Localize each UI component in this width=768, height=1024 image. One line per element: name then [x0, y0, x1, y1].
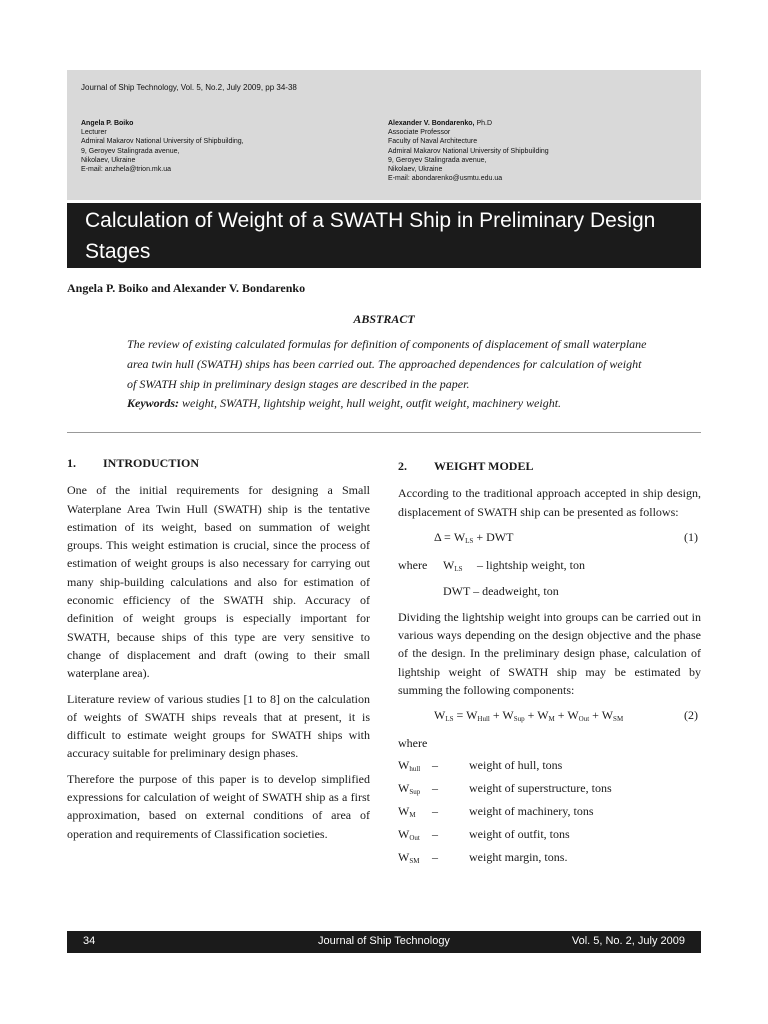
- journal-citation: Journal of Ship Technology, Vol. 5, No.2, July 2009, pp 34-38: [81, 83, 297, 92]
- keywords-list: weight, SWATH, lightship weight, hull weight, outfit weight, machinery weight.: [179, 396, 562, 410]
- variable-definition: where $W_{LS}$ – lightship weight, ton: [398, 557, 585, 573]
- equation-2: [398, 706, 701, 726]
- paper-title: Calculation of Weight of a SWATH Ship in Preliminary Design Stages: [67, 203, 701, 268]
- section-title: INTRODUCTION: [103, 456, 200, 470]
- author1-line: Nikolaev, Ukraine: [81, 156, 136, 164]
- author2-line: Nikolaev, Ukraine: [388, 166, 443, 174]
- equation-term: W: [434, 708, 446, 723]
- abstract-heading: ABSTRACT: [353, 312, 415, 326]
- equation-term: W: [601, 708, 614, 723]
- equation-2-formula: $W_{LS} = W_{Hull} + W_{Sup} + W_M + W_{Out} + W_{SM}$: [434, 708, 624, 724]
- right-column: [398, 457, 701, 871]
- component-definition: $W_{SM}$ – weight margin, tons.: [398, 850, 568, 866]
- section-divider: [67, 432, 701, 433]
- header-box: [67, 70, 701, 200]
- abstract-text: The review of existing calculated formulas for definition of components of displacement of small waterplane area twin hull (SWATH) ships has been carried out. The approached dependences for calculation of weight of SWATH ship in preliminary design stages are described in the paper.: [127, 337, 647, 391]
- author2-line: Associate Professor: [388, 129, 451, 137]
- section-number: 1.: [67, 456, 76, 470]
- intro-paragraph: Literature review of various studies [1 to 8] on the calculation of weights of SWATH ships reveals that at present, it is difficult to estimate weight groups for SWATH ships with accuracy suitable for preliminary design phases.: [67, 691, 370, 761]
- author2-line: Faculty of Naval Architecture: [388, 138, 478, 146]
- where-label: where: [398, 736, 428, 751]
- author2-degree: Ph.D: [474, 120, 493, 127]
- weight-model-paragraph: Dividing the lightship weight into groups can be carried out in various ways depending on the design objective and the phase of the design. In the preliminary design phase, calculation of lightship weight of SWATH ship may be estimated by summing the following components:: [398, 609, 701, 698]
- author2-email: E-mail: abondarenko@usmtu.edu.ua: [388, 175, 503, 183]
- equation-1-formula: $\Delta = W_{LS}$ + DWT: [434, 529, 514, 545]
- equation-number: (1): [684, 529, 698, 544]
- author1-line: Admiral Makarov National University of Shipbuilding,: [81, 138, 244, 146]
- author1-affiliation: [81, 119, 381, 174]
- author1-line: Lecturer: [81, 129, 107, 137]
- component-definition: $W_{hull}$ – weight of hull, tons: [398, 758, 563, 774]
- equation-number: (2): [684, 708, 698, 723]
- page-number: 34: [83, 935, 96, 947]
- section-number: 2.: [398, 459, 407, 473]
- intro-paragraph: Therefore the purpose of this paper is to develop simplified expressions for calculation of weight of SWATH ship as a first approximation, based on external conditions of area of operation and requirements of Classification societies.: [67, 771, 370, 841]
- author2-line: 9, Geroyev Stalingrada avenue,: [388, 156, 487, 164]
- author1-name: Angela P. Boiko: [81, 120, 134, 127]
- footer-journal-name: Journal of Ship Technology: [318, 935, 450, 947]
- component-definition: $W_{Sup}$ – weight of superstructure, tons: [398, 781, 612, 797]
- keywords-label: Keywords:: [127, 396, 179, 410]
- equation-term: W: [537, 708, 549, 723]
- equation-term: W: [502, 708, 514, 723]
- intro-paragraph: One of the initial requirements for designing a Small Waterplane Area Twin Hull (SWATH) ship is the tentative estimation of its weight, based on summation of weight groups. This weight estimation is crucial, since the process of estimation of weight groups is also necessary for carrying out many ship-building calculations and also for estimation of economic efficiency of the SWATH ship. Accuracy of definition of weight groups is especially important for SWATH, because ships of this type are very sensitive to change of displacement and draft (owing to their small waterplane area).: [67, 483, 370, 681]
- component-definition: $W_M$ – weight of machinery, tons: [398, 804, 594, 820]
- equation-term: W: [466, 708, 478, 723]
- section-heading-weight-model: [398, 457, 701, 475]
- author1-line: 9, Geroyev Stalingrada avenue,: [81, 147, 180, 155]
- author2-affiliation: [388, 119, 688, 183]
- byline: Angela P. Boiko and Alexander V. Bondarenko: [67, 281, 306, 295]
- equation-term: W: [567, 708, 579, 723]
- left-column: [67, 454, 370, 850]
- section-heading-introduction: [67, 454, 370, 472]
- equation-1: [398, 528, 701, 548]
- author2-line: Admiral Makarov National University of Shipbuilding: [388, 147, 549, 155]
- page-footer: [67, 931, 701, 953]
- author1-email: E-mail: anzhela@trion.mk.ua: [81, 166, 171, 174]
- author2-name: Alexander V. Bondarenko,: [388, 120, 475, 127]
- footer-volume: Vol. 5, No. 2, July 2009: [571, 935, 685, 947]
- component-definition: $W_{Out}$ – weight of outfit, tons: [398, 827, 570, 843]
- keywords: [127, 396, 657, 411]
- section-title: WEIGHT MODEL: [434, 459, 534, 473]
- variable-definition: DWT – deadweight, ton: [443, 583, 559, 598]
- weight-model-paragraph: According to the traditional approach accepted in ship design, displacement of SWATH ship can be presented as follows:: [398, 486, 701, 519]
